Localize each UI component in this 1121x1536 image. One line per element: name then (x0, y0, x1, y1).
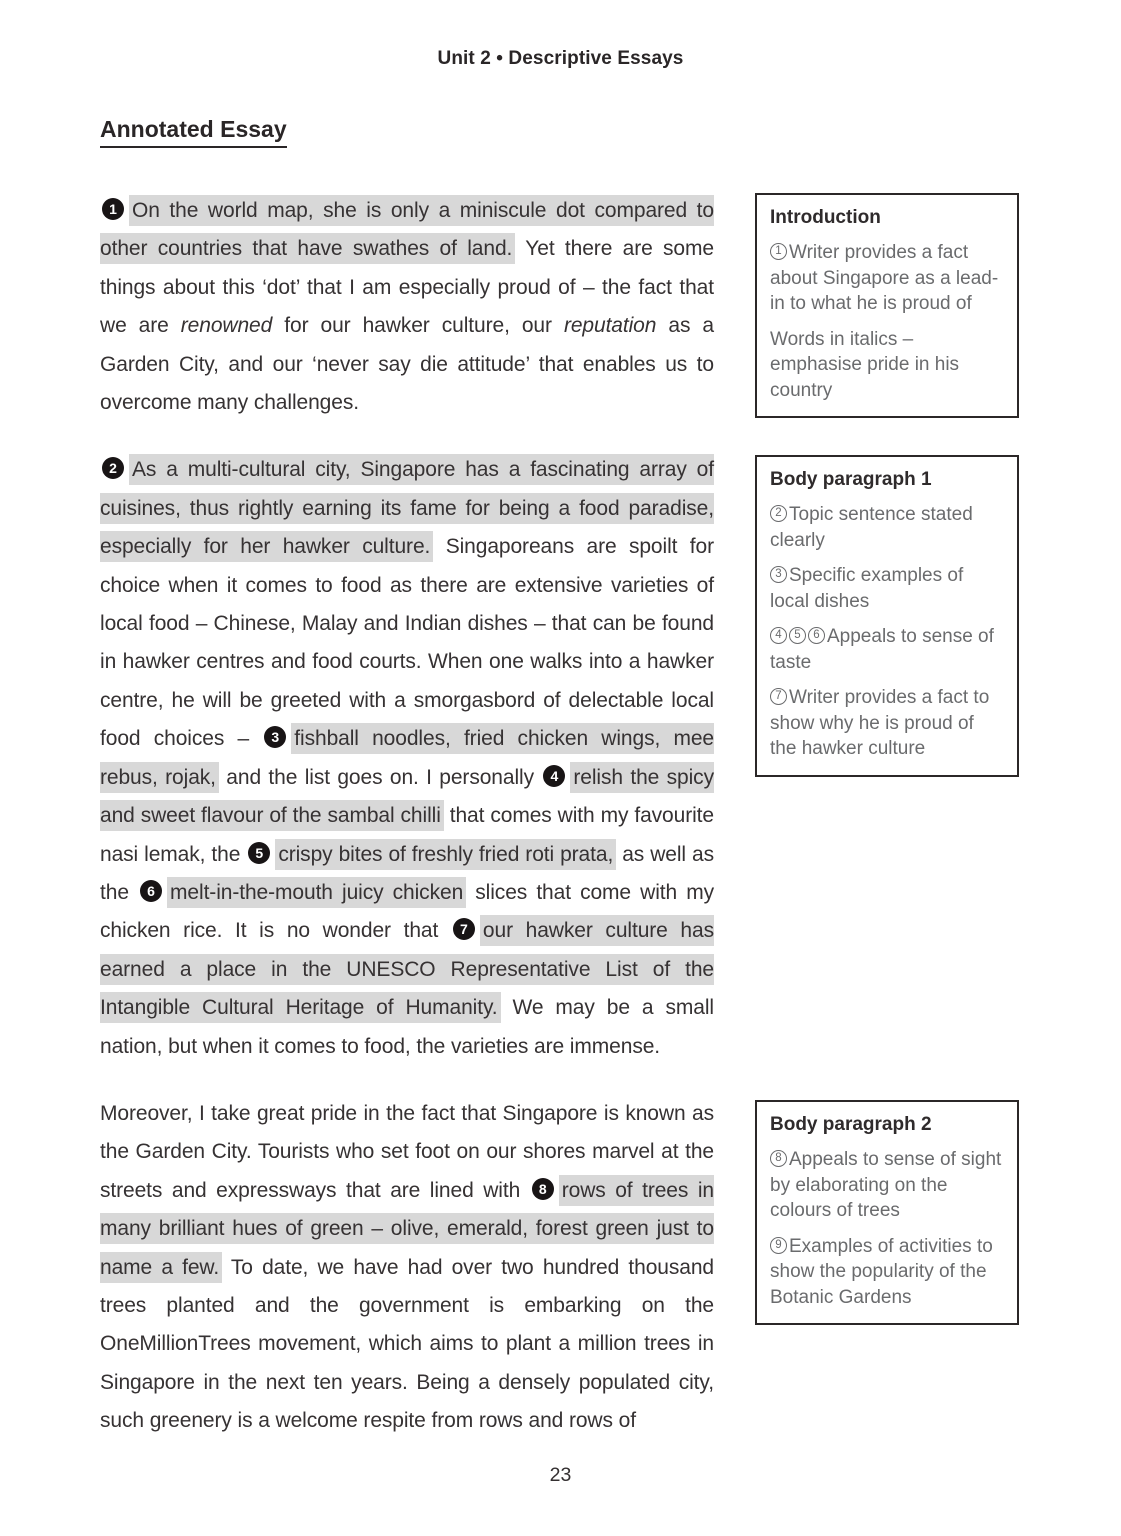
annotation-note (770, 563, 1004, 614)
essay-text: Yet there are some things about this ‘dot’ that I am especially proud of – the fact that we are (100, 237, 714, 338)
annotation-note (770, 624, 1004, 675)
highlighted-text: On the world map, she is only a miniscule dot compared to other countries that have swathes of land. (100, 195, 714, 264)
annotation-box-body-paragraph-2 (755, 1100, 1019, 1325)
page-number: 23 (549, 1464, 572, 1486)
essay-text: renowned (180, 314, 273, 338)
annotation-note-text: Words in italics –emphasise pride in his country (770, 328, 960, 401)
page-title: Annotated Essay (100, 116, 287, 148)
essay-marker-8-icon: 8 (532, 1178, 554, 1200)
highlighted-text: fishball noodles, fried chicken wings, mee rebus, rojak, (100, 723, 714, 792)
annotation-box-title: Body paragraph 2 (770, 1114, 932, 1135)
highlighted-text: our hawker culture has earned a place in the UNESCO Representative List of the Intangible Cultural Heritage of Humanity. (100, 915, 714, 1023)
circled-4-icon: 4 (770, 627, 787, 644)
annotation-note-text: Appeals to sense of sight by elaborating on the colours of trees (770, 1149, 1002, 1221)
annotation-box-title: Introduction (770, 207, 881, 228)
essay-marker-7-icon: 7 (453, 918, 475, 940)
essay-paragraph-1 (100, 192, 714, 422)
essay-paragraph-3 (100, 1095, 714, 1441)
annotation-note-text: Examples of activities to show the popularity of the Botanic Gardens (770, 1235, 993, 1308)
highlighted-text: crispy bites of freshly fried roti prata, (275, 839, 616, 870)
circled-8-icon: 8 (770, 1150, 787, 1167)
annotation-note (770, 240, 1004, 317)
annotation-note-text: Appeals to sense of taste (770, 626, 994, 673)
essay-text: for our hawker culture, our (272, 314, 564, 338)
essay-marker-3-icon: 3 (264, 726, 286, 748)
annotation-box-introduction (755, 193, 1019, 418)
highlighted-text: melt-in-the-mouth juicy chicken (167, 877, 466, 908)
circled-6-icon: 6 (808, 627, 825, 644)
essay-text: To date, we have had over two hundred thousand trees planted and the government is embarking on the OneMillionTrees movement, which aims to plant a million trees in Singapore in the next ten years. Being a densely populated city, such greenery is a welcome respite from rows and rows of (100, 1255, 715, 1433)
essay-text: We may be a small nation, but when it comes to food, the varieties are immense. (100, 996, 714, 1058)
essay-text: that comes with my favourite nasi lemak, the (100, 804, 714, 866)
circled-7-icon: 7 (770, 688, 787, 705)
annotation-note-text: Topic sentence stated clearly (770, 504, 973, 551)
circled-5-icon: 5 (789, 627, 806, 644)
essay-marker-4-icon: 4 (543, 765, 565, 787)
highlighted-text: As a multi-cultural city, Singapore has a fascinating array of cuisines, thus rightly earning its fame for being a food paradise, especially for her hawker culture. (100, 454, 714, 562)
annotation-note-text: Writer provides a fact about Singapore as a lead-in to what he is proud of (770, 242, 999, 314)
annotation-box-body-paragraph-1 (755, 455, 1019, 777)
annotation-note (770, 327, 1004, 404)
essay-text: as a Garden City, and our ‘never say die attitude’ that enables us to overcome many challenges. (100, 314, 714, 415)
circled-1-icon: 1 (770, 243, 787, 260)
annotation-note-text: Writer provides a fact to show why he is proud of the hawker culture (770, 687, 990, 759)
circled-3-icon: 3 (770, 566, 787, 583)
circled-9-icon: 9 (770, 1237, 787, 1254)
essay-text: Moreover, I take great pride in the fact that Singapore is known as the Garden City. Tourists who set foot on our shores marvel at the streets and expressways that are lined with (100, 1101, 714, 1202)
annotation-note (770, 1234, 1004, 1311)
essay-marker-6-icon: 6 (140, 880, 162, 902)
annotation-note (770, 1147, 1004, 1224)
essay-text: slices that come with my chicken rice. It is no wonder that (100, 880, 714, 943)
running-header: Unit 2 • Descriptive Essays (437, 48, 684, 69)
essay-body (100, 192, 714, 1470)
essay-marker-1-icon: 1 (102, 198, 124, 220)
annotation-box-title: Body paragraph 1 (770, 469, 932, 490)
essay-paragraph-2 (100, 451, 714, 1066)
essay-text: reputation (563, 314, 657, 338)
highlighted-text: relish the spicy and sweet flavour of the sambal chilli (100, 762, 714, 831)
highlighted-text: rows of trees in many brilliant hues of green – olive, emerald, forest green just to name a few. (100, 1175, 714, 1283)
essay-text: Singaporeans are spoilt for choice when it comes to food as there are extensive varieties of local food – Chinese, Malay and Indian dishes – that can be found in hawker centres and food courts. When one walks into a hawker centre, he will be greeted with a smorgasbord of delectable local food choices – (100, 535, 714, 751)
essay-text: as well as the (100, 842, 714, 904)
circled-2-icon: 2 (770, 505, 787, 522)
annotation-note (770, 502, 1004, 553)
essay-text: and the list goes on. I personally (218, 765, 542, 789)
annotation-note (770, 685, 1004, 762)
essay-marker-5-icon: 5 (248, 842, 270, 864)
annotation-note-text: Specific examples of local dishes (770, 565, 964, 612)
essay-marker-2-icon: 2 (102, 457, 124, 479)
